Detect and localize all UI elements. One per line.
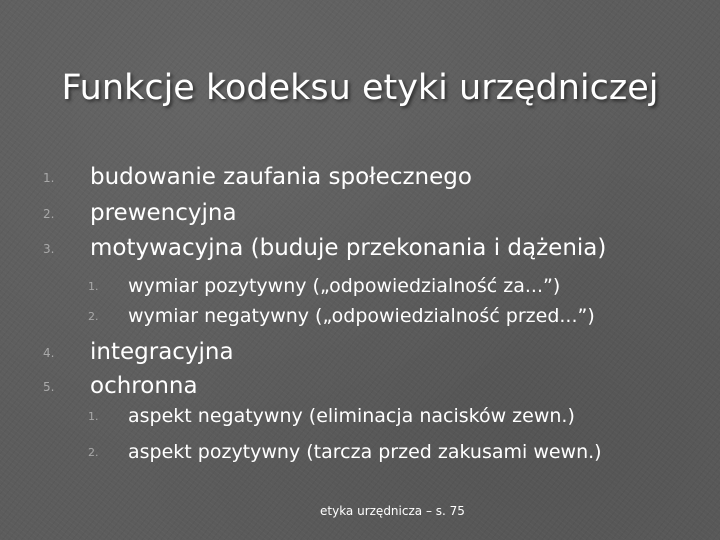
sub-list-number: 2. xyxy=(88,446,99,459)
sub-list-number: 2. xyxy=(88,310,99,323)
list-number: 2. xyxy=(43,207,55,221)
list-item xyxy=(43,230,607,266)
slide-title: Funkcje kodeksu etyki urzędniczej xyxy=(61,68,659,108)
sub-list-item xyxy=(88,402,575,431)
list-item-text: prewencyjna xyxy=(90,200,237,226)
sub-list-item-text: wymiar pozytywny („odpowiedzialność za...”) xyxy=(128,275,561,297)
list-item-text: budowanie zaufania społecznego xyxy=(90,164,472,190)
sub-list-item xyxy=(88,272,561,301)
sub-list-item xyxy=(88,438,602,467)
list-number: 5. xyxy=(43,380,55,394)
sub-list-number: 1. xyxy=(88,410,99,423)
list-item xyxy=(43,195,237,231)
sub-list-item-text: aspekt negatywny (eliminacja nacisków zewn.) xyxy=(128,405,575,427)
list-item-text: ochronna xyxy=(90,373,198,399)
list-item-text: integracyjna xyxy=(90,339,234,365)
list-item-text: motywacyjna (buduje przekonania i dążenia) xyxy=(90,235,607,261)
list-item xyxy=(43,159,472,195)
sub-list-item-text: aspekt pozytywny (tarcza przed zakusami wewn.) xyxy=(128,441,602,463)
list-item xyxy=(43,334,234,370)
list-item xyxy=(43,368,198,404)
list-number: 1. xyxy=(43,171,55,185)
slide-footer: etyka urzędnicza – s. 75 xyxy=(320,504,465,518)
sub-list-item-text: wymiar negatywny („odpowiedzialność przed...”) xyxy=(128,305,595,327)
list-number: 4. xyxy=(43,346,55,360)
sub-list-number: 1. xyxy=(88,280,99,293)
list-number: 3. xyxy=(43,242,55,256)
sub-list-item xyxy=(88,302,595,331)
